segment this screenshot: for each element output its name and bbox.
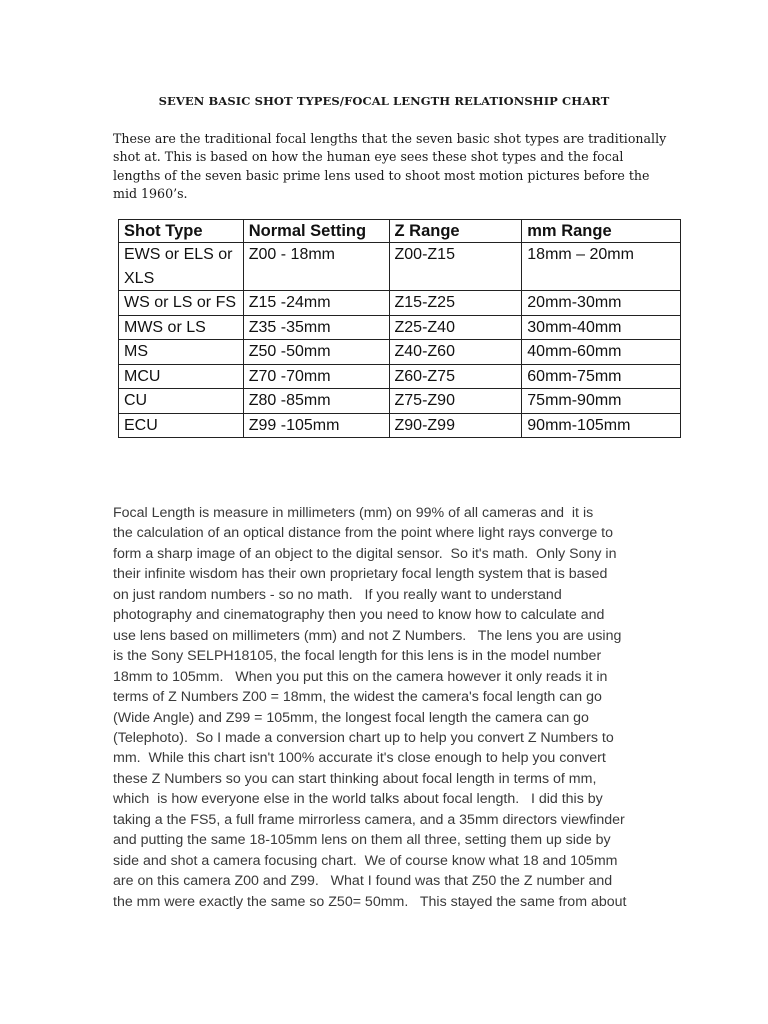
cell-shot-type: MCU <box>119 364 244 389</box>
cell-normal-setting: Z80 -85mm <box>243 389 389 414</box>
page-title: SEVEN BASIC SHOT TYPES/FOCAL LENGTH RELATIONSHIP CHART <box>158 94 610 108</box>
cell-normal-setting: Z50 -50mm <box>243 340 389 365</box>
body-line: 18mm to 105mm. When you put this on the camera however it only reads it in <box>113 668 608 685</box>
cell-mm-range: 40mm-60mm <box>522 340 681 365</box>
body-line: are on this camera Z00 and Z99. What I found was that Z50 the Z number and <box>113 873 613 890</box>
cell-shot-type: CU <box>119 389 244 414</box>
body-line: form a sharp image of an object to the digital sensor. So it's math. Only Sony in <box>113 545 617 562</box>
body-line: on just random numbers - so no math. If you really want to understand <box>113 586 562 603</box>
cell-z-range: Z40-Z60 <box>389 340 522 365</box>
table-row <box>119 315 681 340</box>
cell-normal-setting: Z70 -70mm <box>243 364 389 389</box>
body-line: (Telephoto). So I made a conversion chart up to help you convert Z Numbers to <box>113 729 614 746</box>
body-line: the calculation of an optical distance from the point where light rays converge to <box>113 525 613 542</box>
cell-shot-type: WS or LS or FS <box>119 291 244 316</box>
body-line: taking a the FS5, a full frame mirrorless camera, and a 35mm directors viewfinder <box>113 811 625 828</box>
cell-z-range: Z60-Z75 <box>389 364 522 389</box>
cell-shot-type: EWS or ELS or XLS <box>119 243 244 291</box>
body-line: (Wide Angle) and Z99 = 105mm, the longest focal length the camera can go <box>113 709 589 726</box>
cell-normal-setting: Z99 -105mm <box>243 413 389 438</box>
table-row <box>119 340 681 365</box>
cell-normal-setting: Z00 - 18mm <box>243 243 389 291</box>
cell-z-range: Z90-Z99 <box>389 413 522 438</box>
body-paragraph <box>113 503 658 912</box>
cell-mm-range: 60mm-75mm <box>522 364 681 389</box>
intro-paragraph: These are the traditional focal lengths that the seven basic shot types are traditionally shot at. This is based on how the human eye sees these shot types and the focal lengths of the seven basic prime lens used to shoot most motion pictures before the mid 1960’s. <box>113 131 667 201</box>
table-row <box>119 389 681 414</box>
header-z-range: Z Range <box>389 220 522 243</box>
body-line: these Z Numbers so you can start thinking about focal length in terms of mm, <box>113 770 597 787</box>
header-normal-setting: Normal Setting <box>243 220 389 243</box>
cell-z-range: Z00-Z15 <box>389 243 522 291</box>
body-line: and putting the same 18-105mm lens on them all three, setting them up side by <box>113 832 611 849</box>
body-line: mm. While this chart isn't 100% accurate it's close enough to help you convert <box>113 750 606 767</box>
cell-mm-range: 20mm-30mm <box>522 291 681 316</box>
body-line: is the Sony SELPH18105, the focal length for this lens is in the model number <box>113 648 602 665</box>
body-line: use lens based on millimeters (mm) and not Z Numbers. The lens you are using <box>113 627 622 644</box>
header-shot-type: Shot Type <box>119 220 244 243</box>
cell-shot-type: MS <box>119 340 244 365</box>
body-line: terms of Z Numbers Z00 = 18mm, the widest the camera's focal length can go <box>113 689 602 706</box>
cell-normal-setting: Z15 -24mm <box>243 291 389 316</box>
table-header-row <box>119 220 681 243</box>
cell-shot-type: MWS or LS <box>119 315 244 340</box>
shot-type-table <box>118 219 681 438</box>
body-line: their infinite wisdom has their own proprietary focal length system that is based <box>113 566 608 583</box>
cell-z-range: Z15-Z25 <box>389 291 522 316</box>
table-row <box>119 291 681 316</box>
body-line: which is how everyone else in the world talks about focal length. I did this by <box>113 791 603 808</box>
body-line: side and shot a camera focusing chart. We of course know what 18 and 105mm <box>113 852 618 869</box>
header-mm-range: mm Range <box>522 220 681 243</box>
table-row <box>119 243 681 291</box>
cell-shot-type: ECU <box>119 413 244 438</box>
cell-normal-setting: Z35 -35mm <box>243 315 389 340</box>
cell-z-range: Z25-Z40 <box>389 315 522 340</box>
cell-mm-range: 18mm – 20mm <box>522 243 681 291</box>
body-line: photography and cinematography then you need to know how to calculate and <box>113 607 605 624</box>
table-row <box>119 413 681 438</box>
body-line: the mm were exactly the same so Z50= 50mm. This stayed the same from about <box>113 893 627 910</box>
table-row <box>119 364 681 389</box>
cell-mm-range: 90mm-105mm <box>522 413 681 438</box>
cell-z-range: Z75-Z90 <box>389 389 522 414</box>
cell-mm-range: 30mm-40mm <box>522 315 681 340</box>
body-line: Focal Length is measure in millimeters (mm) on 99% of all cameras and it is <box>113 505 594 521</box>
cell-mm-range: 75mm-90mm <box>522 389 681 414</box>
